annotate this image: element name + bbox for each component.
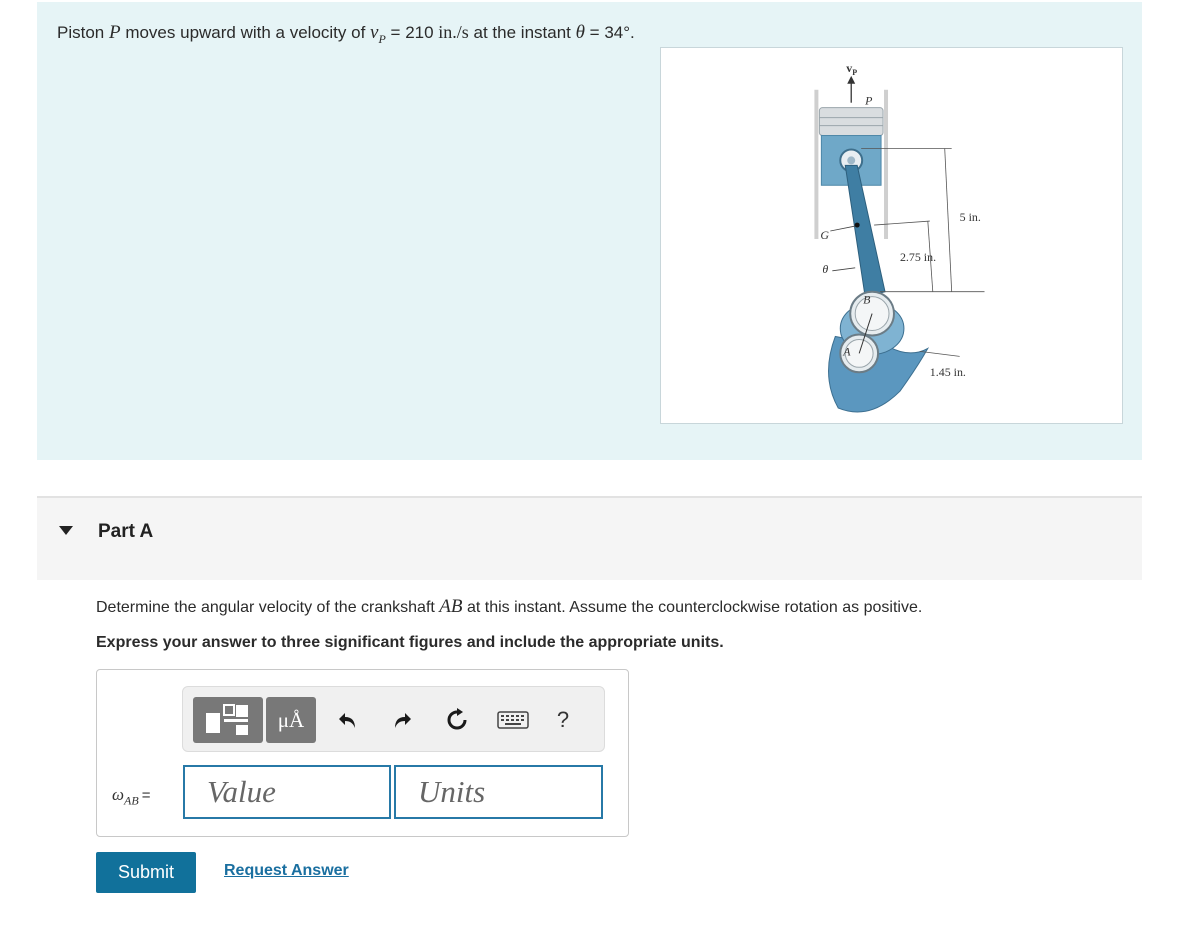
piston-crown	[819, 108, 883, 136]
b-label: B	[863, 292, 871, 307]
crankshaft-symbol: AB	[439, 596, 463, 617]
cylinder-wall-right	[884, 90, 888, 239]
question-text: Determine the angular velocity of the crankshaft AB at this instant. Assume the counterclockwise rotation as positive.	[96, 596, 923, 617]
a-label: A	[843, 344, 851, 359]
center-of-mass-g	[855, 223, 860, 228]
answer-input-panel	[96, 669, 629, 837]
value-input[interactable]: Value	[183, 765, 391, 819]
dim-label-5in: 5 in.	[959, 210, 981, 225]
request-answer-link[interactable]: Request Answer	[224, 862, 349, 879]
keyboard-icon[interactable]	[493, 697, 533, 743]
part-title: Part A	[98, 521, 154, 542]
velocity-units: in./s	[438, 22, 469, 42]
problem-text: Piston P moves upward with a velocity of $v_P = 210$ in./s at the instant θ = 34°.	[57, 22, 635, 46]
g-label: G	[820, 227, 830, 242]
mechanism-diagram	[661, 48, 1122, 423]
help-icon[interactable]: ?	[556, 707, 570, 732]
undo-icon[interactable]	[331, 697, 365, 743]
reset-icon[interactable]	[440, 697, 474, 743]
dim-label-145in: 1.45 in.	[929, 365, 966, 380]
dim-label-275in: 2.75 in.	[899, 249, 937, 264]
units-button[interactable]: μÅ	[266, 697, 316, 743]
angle-symbol: θ	[575, 22, 585, 43]
dim-line-5in	[945, 148, 952, 291]
theta-label: θ	[822, 261, 829, 276]
piston-crankshaft-figure	[660, 47, 1123, 424]
redo-icon[interactable]	[385, 697, 419, 743]
part-a-header[interactable]	[37, 498, 1142, 580]
answer-instruction: Express your answer to three significant figures and include the appropriate units.	[96, 634, 724, 651]
omega-ab-label: $\omega_{AB}$ =	[112, 785, 151, 808]
cylinder-wall-left	[814, 90, 818, 239]
templates-icon	[204, 703, 252, 737]
math-toolbar	[182, 686, 605, 752]
p-label: P	[865, 93, 873, 108]
piston-symbol: P	[108, 22, 121, 43]
collapse-triangle-icon[interactable]	[59, 526, 73, 535]
problem-statement-panel	[37, 2, 1142, 460]
templates-button[interactable]	[193, 697, 263, 743]
units-input[interactable]: Units	[394, 765, 603, 819]
velocity-symbol: $v_P$	[370, 22, 386, 46]
submit-button[interactable]: Submit	[96, 852, 196, 893]
vp-label: $v_P$	[846, 60, 858, 77]
dim-line-145in	[920, 351, 960, 356]
